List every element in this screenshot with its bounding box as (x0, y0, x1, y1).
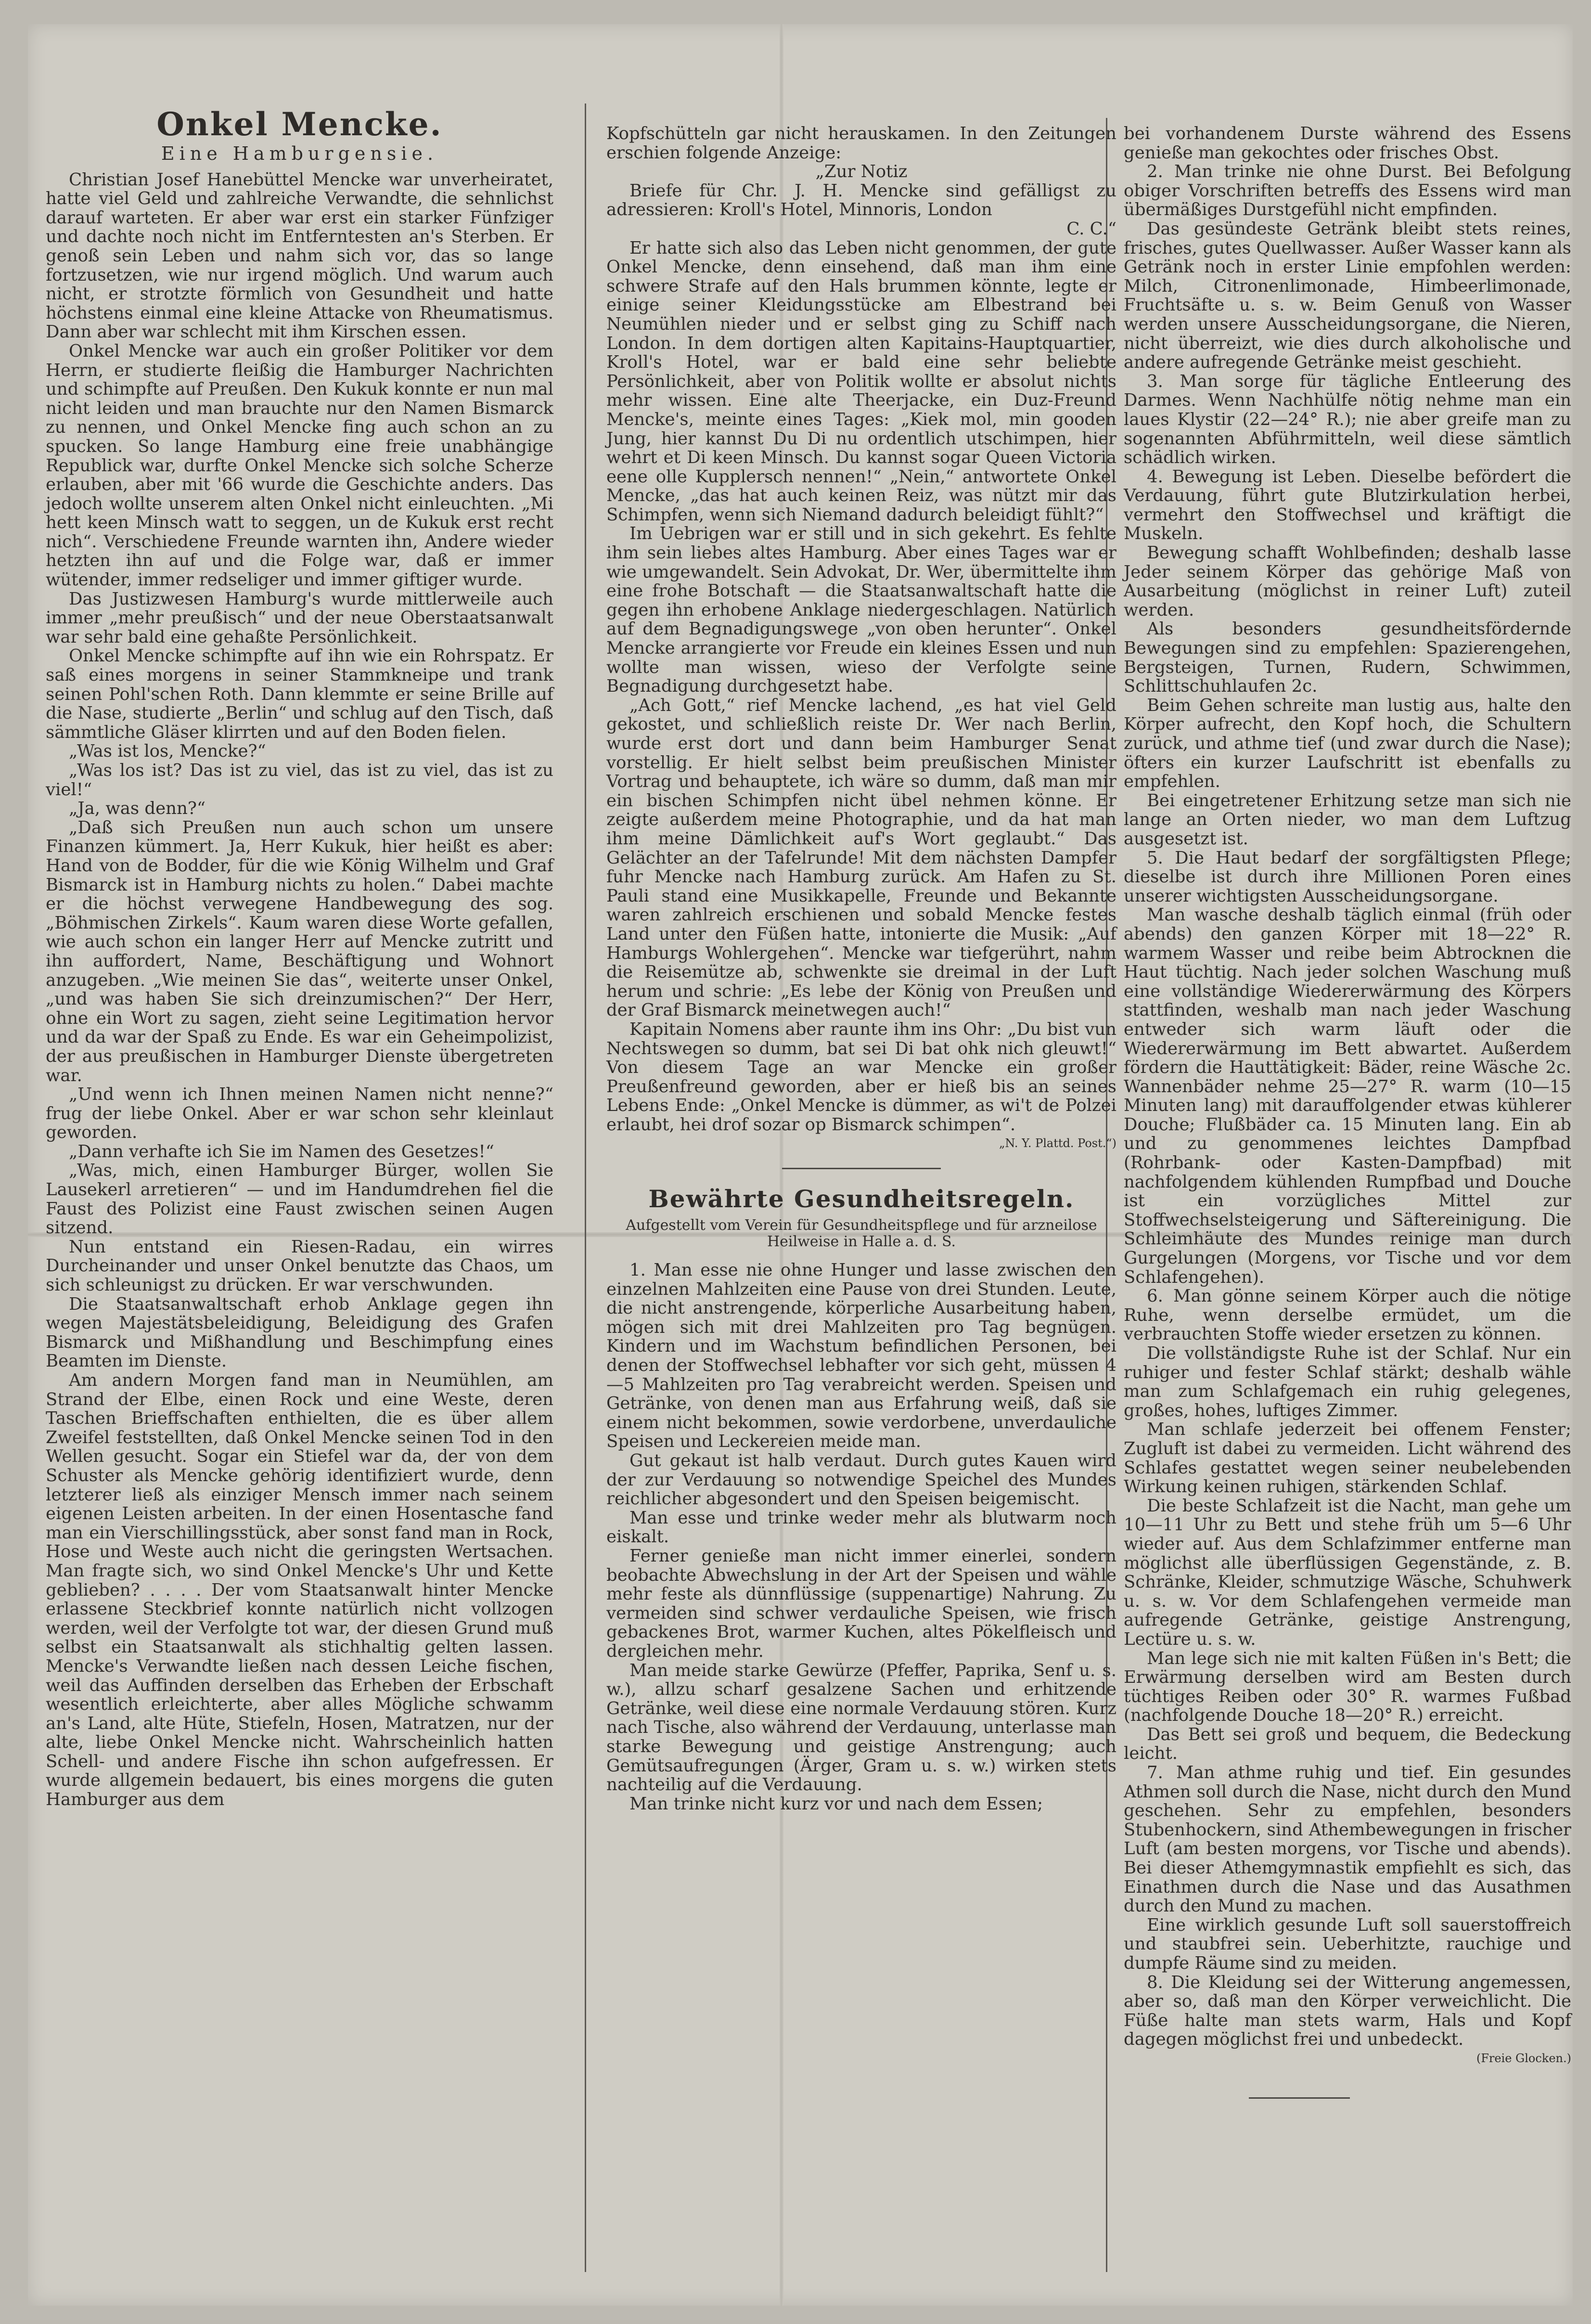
end-rule (1249, 2097, 1350, 2099)
paragraph: „Was, mich, einen Hamburger Bürger, wollen Sie Lausekerl arretieren“ — und im Handumdrehen fiel die Faust des Polizist eine Faust zwischen seinen Augen sitzend. (46, 1161, 553, 1238)
paragraph: Am andern Morgen fand man in Neumühlen, am Strand der Elbe, einen Rock und eine Weste, deren Taschen Brieffschaften enthielten, die es über allem Zweifel feststellten, daß Onkel Mencke seinen Tod in den Wellen gesucht. Sogar ein Stiefel war da, der von dem Schuster als Mencke gehörig identifiziert wurde, denn letzterer ließ als einziger Mensch immer nach seinem eigenen Leisten arbeiten. In der einen Hosentasche fand man ein Vierschillingsstück, aber sonst fand man in Rock, Hose und Weste auch nicht die geringsten Wertsachen. Man fragte sich, wo sind Onkel Mencke's Uhr und Kette geblieben? . . . . Der vom Staatsanwalt hinter Mencke erlassene Steckbrief konnte natürlich nicht vollzogen werden, weil der Verfolgte tot war, der diesen Grund muß selbst ein Staatsanwalt als stichhaltig gelten lassen. Mencke's Verwandte ließen nach dessen Leiche fischen, weil das Auffinden derselben das Erheben der Erbschaft wesentlich erleichterte, aber alles Mögliche schwamm an's Land, alte Hüte, Stiefeln, Hosen, Matratzen, nur der alte, liebe Onkel Mencke nicht. Wahrscheinlich hatten Schell- und andere Fische ihn schon aufgefressen. Er wurde allgemein bedauert, bis eines morgens die guten Hamburger aus dem (46, 1370, 553, 1810)
notice-heading: „Zur Notiz (815, 162, 908, 182)
paragraph: Die vollständigste Ruhe ist der Schlaf. Nur ein ruhiger und fester Schlaf stärkt; deshalb wähle man zum Schlafgemach ein ruhig gelegenes, großes, hohes, luftiges Zimmer. (1124, 1343, 1571, 1420)
paragraph: Man lege sich nie mit kalten Füßen in's Bett; die Erwärmung derselben wird am Besten durch tüchtiges Reiben oder 30° R. warmes Fußbad (nachfolgende Douche 18—20° R.) erreicht. (1124, 1648, 1571, 1726)
paragraph: 8. Die Kleidung sei der Witterung angemessen, aber so, daß man den Körper verweichlicht. Die Füße halte man stets warm, Hals und Kopf dagegen möglichst frei und unbedeckt. (1124, 1972, 1571, 2050)
paragraph: 6. Man gönne seinem Körper auch die nötige Ruhe, wenn derselbe ermüdet, um die verbrauchten Stoffe wieder ersetzen zu können. (1124, 1286, 1571, 1344)
paragraph: Beim Gehen schreite man lustig aus, halte den Körper aufrecht, den Kopf hoch, die Schultern zurück, und athme tief (und zwar durch die Nase); öfters ein kurzer Laufschritt ist ebenfalls zu empfehlen. (1124, 695, 1571, 792)
paragraph: 5. Die Haut bedarf der sorgfältigsten Pflege; dieselbe ist durch ihre Millionen Poren eines unserer wichtigsten Ausscheidungsorgane. (1124, 848, 1571, 906)
paragraph: Das gesündeste Getränk bleibt stets reines, frisches, gutes Quellwasser. Außer Wasser kann als Getränk noch in erster Linie empfohlen werden: Milch, Citronenlimonade, Himbeerlimonade, Fruchtsäfte u. s. w. Beim Genuß von Wasser werden unsere Ausscheidungsorgane, die Nieren, nicht überreizt, wie dies durch alkoholische und andere aufregende Getränke meist geschieht. (1124, 219, 1571, 373)
column-rule-1 (585, 103, 586, 2272)
paragraph: „Und wenn ich Ihnen meinen Namen nicht nenne?“ frug der liebe Onkel. Aber er war schon sehr kleinlaut geworden. (46, 1085, 553, 1143)
paragraph: Christian Josef Hanebüttel Mencke war unverheiratet, hatte viel Geld und zahlreiche Verwandte, die sehnlichst darauf warteten. Er aber war erst ein starker Fünfziger und dachte noch nicht im Entferntesten an's Sterben. Er genoß sein Leben und nahm sich vor, das so lange fortzusetzen, wie nur irgend möglich. Und warum auch nicht, er strotzte förmlich von Gesundheit und hatte höchstens einmal eine kleine Attacke von Rheumatismus. Dann aber war schlecht mit ihm Kirschen essen. (46, 169, 553, 342)
article-subtitle: Aufgestellt vom Verein für Gesundheitspflege und für arzneilose Heilweise in Halle a. d. S. (626, 1217, 1097, 1251)
paragraph: Er hatte sich also das Leben nicht genommen, der gute Onkel Mencke, denn einsehend, daß man ihm eine schwere Strafe auf den Hals brummen könnte, legte er einige seiner Kleidungsstücke am Elbestrand bei Neumühlen nieder und er selbst ging zu Schiff nach London. In dem dortigen alten Kapitains-Hauptquartier, Kroll's Hotel, war er bald eine sehr beliebte Persönlichkeit, aber von Politik wollte er absolut nichts mehr wissen. Eine alte Theerjacke, ein Duz-Freund Mencke's, meinte eines Tages: „Kiek mol, min gooden Jung, hier kannst Du Di nu ordentlich utschimpen, hier wehrt et Di keen Minsch. Du kannst sogar Queen Victoria eene olle Kupplersch nennen!“ „Nein,“ antwortete Onkel Mencke, „das hat auch keinen Reiz, was nützt mir das Schimpfen, wenn sich Niemand dadurch beleidigt fühlt?“ (606, 238, 1116, 525)
paragraph: 1. Man esse nie ohne Hunger und lasse zwischen den einzelnen Mahlzeiten eine Pause von drei Stunden. Leute, die nicht anstrengende, körperliche Ausarbeitung haben, mögen sich mit drei Mahlzeiten pro Tag begnügen. Kindern und im Wachstum befindlichen Personen, bei denen der Stoffwechsel lebhafter vor sich geht, müssen 4—5 Mahlzeiten pro Tag verabreicht werden. Speisen und Getränke, von denen man aus Erfahrung weiß, daß sie einem nicht bekommen, sowie verdorbene, unverdauliche Speisen und Leckereien meide man. (606, 1260, 1116, 1452)
paragraph: Bewegung schafft Wohlbefinden; deshalb lasse Jeder seinem Körper das gehörige Maß von Ausarbeitung (möglichst in reiner Luft) zuteil werden. (1124, 543, 1571, 620)
notice-text: Briefe für Chr. J. H. Mencke sind gefälligst zu adressieren: Kroll's Hotel, Minnoris, London (606, 181, 1116, 220)
paragraph: Das Justizwesen Hamburg's wurde mittlerweile auch immer „mehr preußisch“ und der neue Oberstaatsanwalt war sehr bald eine gehaßte Persönlichkeit. (46, 589, 553, 647)
article-title: Onkel Mencke. (156, 105, 443, 143)
paragraph: „Was los ist? Das ist zu viel, das ist zu viel, das ist zu viel!“ (46, 761, 553, 800)
notice-signature: C. C.“ (1066, 219, 1116, 239)
paragraph: Ferner genieße man nicht immer einerlei, sondern beobachte Abwechslung in der Art der Speisen und wähle mehr feste als dünnflüssige (suppenartige) Nahrung. Zu vermeiden sind schwer verdauliche Speisen, wie frisch gebackenes Brot, warmer Kuchen, altes Pökelfleisch und dergleichen mehr. (606, 1546, 1116, 1661)
paragraph: Bei eingetretener Erhitzung setze man sich nie lange an Orten nieder, wo man dem Luftzug ausgesetzt ist. (1124, 790, 1571, 849)
paragraph: Man wasche deshalb täglich einmal (früh oder abends) den ganzen Körper mit 18—22° R. warmem Wasser und reibe beim Abtrocknen die Haut tüchtig. Nach jeder solchen Waschung muß eine vollständige Wiedererwärmung des Körpers stattfinden, weshalb man nach jeder Waschung entweder sich warm läuft oder die Wiedererwärmung im Bett abwartet. Außerdem fördern die Hauttätigkeit: Bäder, reine Wäsche 2c. Wannenbäder nehme 25—27° R. warm (10—15 Minuten lang) mit darauffolgender etwas kühlerer Douche; Flußbäder ca. 15 Minuten lang. Ein ab und zu genommenes leichtes Dampfbad (Rohrbank- oder Kasten-Dampfbad) mit nachfolgendem kühlenden Rumpfbad und Douche ist ein vorzügliches Mittel zur Stoffwechselsteigerung und Säftereinigung. Die Schleimhäute des Mundes reinige man durch Gurgelungen (Morgens, vor Tische und vor dem Schlafengehen). (1124, 905, 1571, 1287)
paragraph: Man meide starke Gewürze (Pfeffer, Paprika, Senf u. s. w.), allzu scharf gesalzene Sachen und erhitzende Getränke, weil diese eine normale Verdauung stören. Kurz nach Tische, also während der Verdauung, unterlasse man starke Bewegung und geistige Anstrengung; auch Gemütsaufregungen (Ärger, Gram u. s. w.) wirken stets nachteilig auf die Verdauung. (606, 1660, 1116, 1795)
paragraph: Gut gekaut ist halb verdaut. Durch gutes Kauen wird der zur Verdauung so notwendige Speichel des Mundes reichlicher abgesondert und den Speisen beigemischt. (606, 1451, 1116, 1509)
paragraph: Man trinke nicht kurz vor und nach dem Essen; (629, 1794, 1043, 1814)
paragraph: „Dann verhafte ich Sie im Namen des Gesetzes!“ (69, 1141, 494, 1162)
source-credit: „N. Y. Plattd. Post.“) (999, 1136, 1116, 1150)
paragraph: „Daß sich Preußen nun auch schon um unsere Finanzen kümmert. Ja, Herr Kukuk, hier heißt es aber: Hand von de Bodder, für die wie König Wilhelm und Graf Bismarck ist in Hamburg nichts zu holen.“ Dabei machte er die höchst verwegene Handbewegung des sog. „Böhmischen Zirkels“. Kaum waren diese Worte gefallen, wie auch schon ein langer Herr auf Mencke zutritt und ihn auffordert, Name, Beschäftigung und Wohnort anzugeben. „Wie meinen Sie das“, weiterte unser Onkel, „und was haben Sie sich dreinzumischen?“ Der Herr, ohne ein Wort zu sagen, zieht seine Legitimation hervor und da war der Spaß zu Ende. Es war ein Geheimpolizist, der aus preußischen in Hamburger Dienste übergetreten war. (46, 817, 553, 1085)
article-title: Bewährte Gesundheitsregeln. (648, 1185, 1075, 1214)
source-credit: (Freie Glocken.) (1476, 2051, 1571, 2065)
separator (782, 1168, 941, 1169)
paragraph: Die beste Schlafzeit ist die Nacht, man gehe um 10—11 Uhr zu Bett und stehe früh um 5—6 Uhr wieder auf. Aus dem Schlafzimmer entferne man möglichst alle überflüssigen Gegenstände, z. B. Schränke, Kleider, schmutzige Wäsche, Schuhwerk u. s. w. Vor dem Schlafengehen vermeide man aufregende Getränke, geistige Anstrengung, Lectüre u. s. w. (1124, 1496, 1571, 1649)
column-2 (606, 124, 1116, 1813)
column-1 (46, 105, 553, 1809)
paragraph: Im Uebrigen war er still und in sich gekehrt. Es fehlte ihm sein liebes altes Hamburg. Aber eines Tages war er wie umgewandelt. Sein Advokat, Dr. Wer, übermittelte ihm eine frohe Botschaft — die Staatsanwaltschaft hatte die gegen ihn erhobene Anklage niedergeschlagen. Natürlich auf dem Begnadigungswege „von oben herunter“. Onkel Mencke arrangierte vor Freude ein kleines Essen und nun wollte man wissen, wieso der Verfolgte seine Begnadigung durchgesetzt habe. (606, 524, 1116, 697)
paragraph: „Ach Gott,“ rief Mencke lachend, „es hat viel Geld gekostet, und schließlich reiste Dr. Wer nach Berlin, wurde erst dort und dann beim Hamburger Senat vorstellig. Er hielt selbst beim preußischen Minister Vortrag und behauptete, ich wäre so dumm, daß man mir ein bischen Schimpfen nicht übel nehmen könne. Er zeigte außerdem meine Photographie, und da hat man ihm meine Dämlichkeit auf's Wort geglaubt.“ Das Gelächter an der Tafelrunde! Mit dem nächsten Dampfer fuhr Mencke nach Hamburg zurück. Am Hafen zu St. Pauli stand eine Musikkapelle, Freunde und Bekannte waren zahlreich erschienen und sobald Mencke festes Land unter den Füßen hatte, intonierte die Musik: „Auf Hamburgs Wohlergehen“. Mencke war tiefgerührt, nahm die Reisemütze ab, schwenkte sie dreimal in der Luft herum und schrie: „Es lebe der König von Preußen und der Graf Bismarck meinetwegen auch!“ (606, 695, 1116, 1020)
column-3 (1124, 124, 1571, 2099)
paragraph: 7. Man athme ruhig und tief. Ein gesundes Athmen soll durch die Nase, nicht durch den Mund geschehen. Sehr zu empfehlen, besonders Stubenhockern, sind Athembewegungen in frischer Luft (am besten morgens, vor Tische und abends). Bei dieser Athemgymnastik empfiehlt es sich, das Einathmen durch die Nase und das Ausathmen durch den Mund zu machen. (1124, 1763, 1571, 1916)
paragraph: 4. Bewegung ist Leben. Dieselbe befördert die Verdauung, führt gute Blutzirkulation herbei, vermehrt den Stoffwechsel und kräftigt die Muskeln. (1124, 466, 1571, 544)
paragraph: Nun entstand ein Riesen-Radau, ein wirres Durcheinander und unser Onkel benutzte das Chaos, um sich schleunigst zu drücken. Er war verschwunden. (46, 1237, 553, 1295)
paragraph: Man esse und trinke weder mehr als blutwarm noch eiskalt. (606, 1508, 1116, 1547)
paragraph: Als besonders gesundheitsfördernde Bewegungen sind zu empfehlen: Spazierengehen, Bergsteigen, Turnen, Rudern, Schwimmen, Schlittschuhlaufen 2c. (1124, 619, 1571, 697)
paragraph: Kapitain Nomens aber raunte ihm ins Ohr: „Du bist vun Nechtswegen so dumm, bat sei Di bat ohk nich gleuwt!“ Von diesem Tage an war Mencke ein großer Preußenfreund geworden, aber er hieß bis an seines Lebens Ende: „Onkel Mencke is dümmer, as wi't de Polzei erlaubt, hei drof sozar op Bismarck schimpen“. (606, 1019, 1116, 1135)
paragraph: Kopfschütteln gar nicht herauskamen. In den Zeitungen erschien folgende Anzeige: (606, 124, 1116, 163)
paragraph: Onkel Mencke war auch ein großer Politiker vor dem Herrn, er studierte fleißig die Hamburger Nachrichten und schimpfte auf Preußen. Den Kukuk konnte er nun mal nicht leiden und man brauchte nur den Namen Bismarck zu nennen, und Onkel Mencke fing auch schon an zu spucken. So lange Hamburg eine freie unabhängige Republick war, durfte Onkel Mencke sich solche Scherze erlauben, aber mit '66 wurde die Geschichte anders. Das jedoch wollte unserem alten Onkel nicht einleuchten. „Mi hett keen Minsch watt to seggen, un de Kukuk erst recht nich“. Verschiedene Freunde warnten ihn, Andere wieder hetzten ihn auf und die Folge war, daß er immer wütender, immer redseliger und immer giftiger wurde. (46, 341, 553, 590)
paragraph: Das Bett sei groß und bequem, die Bedeckung leicht. (1124, 1724, 1571, 1764)
paragraph: Onkel Mencke schimpfte auf ihn wie ein Rohrspatz. Er saß eines morgens in seiner Stammkneipe und trank seinen Pohl'schen Roth. Dann klemmte er seine Brille auf die Nase, studierte „Berlin“ und schlug auf den Tisch, daß sämmtliche Gläser klirrten und auf den Boden fielen. (46, 646, 553, 742)
paragraph: 2. Man trinke nie ohne Durst. Bei Befolgung obiger Vorschriften betreffs des Essens wird man übermäßiges Durstgefühl nicht empfinden. (1124, 162, 1571, 220)
paragraph: bei vorhandenem Durste während des Essens genieße man gekochtes oder frisches Obst. (1124, 124, 1571, 163)
paragraph: Eine wirklich gesunde Luft soll sauerstoffreich und staubfrei sein. Ueberhitzte, rauchige und dumpfe Räume sind zu meiden. (1124, 1915, 1571, 1973)
paragraph: „Ja, was denn?“ (69, 799, 206, 819)
paragraph: 3. Man sorge für tägliche Entleerung des Darmes. Wenn Nachhülfe nötig nehme man ein laues Klystir (22—24° R.); nie aber greife man zu sogenannten Abführmitteln, weil diese sämtlich schädlich wirken. (1124, 371, 1571, 468)
paragraph: Die Staatsanwaltschaft erhob Anklage gegen ihn wegen Majestätsbeleidigung, Beleidigung des Grafen Bismarck und Mißhandlung und Beschimpfung eines Beamten im Dienste. (46, 1294, 553, 1371)
paragraph: Man schlafe jederzeit bei offenem Fenster; Zugluft ist dabei zu vermeiden. Licht während des Schlafes gestattet wegen seiner neubelebenden Wirkung keinen ruhigen, stärkenden Schlaf. (1124, 1420, 1571, 1497)
paragraph: „Was ist los, Mencke?“ (69, 741, 266, 762)
article-subtitle: Eine Hamburgensie. (161, 143, 438, 164)
